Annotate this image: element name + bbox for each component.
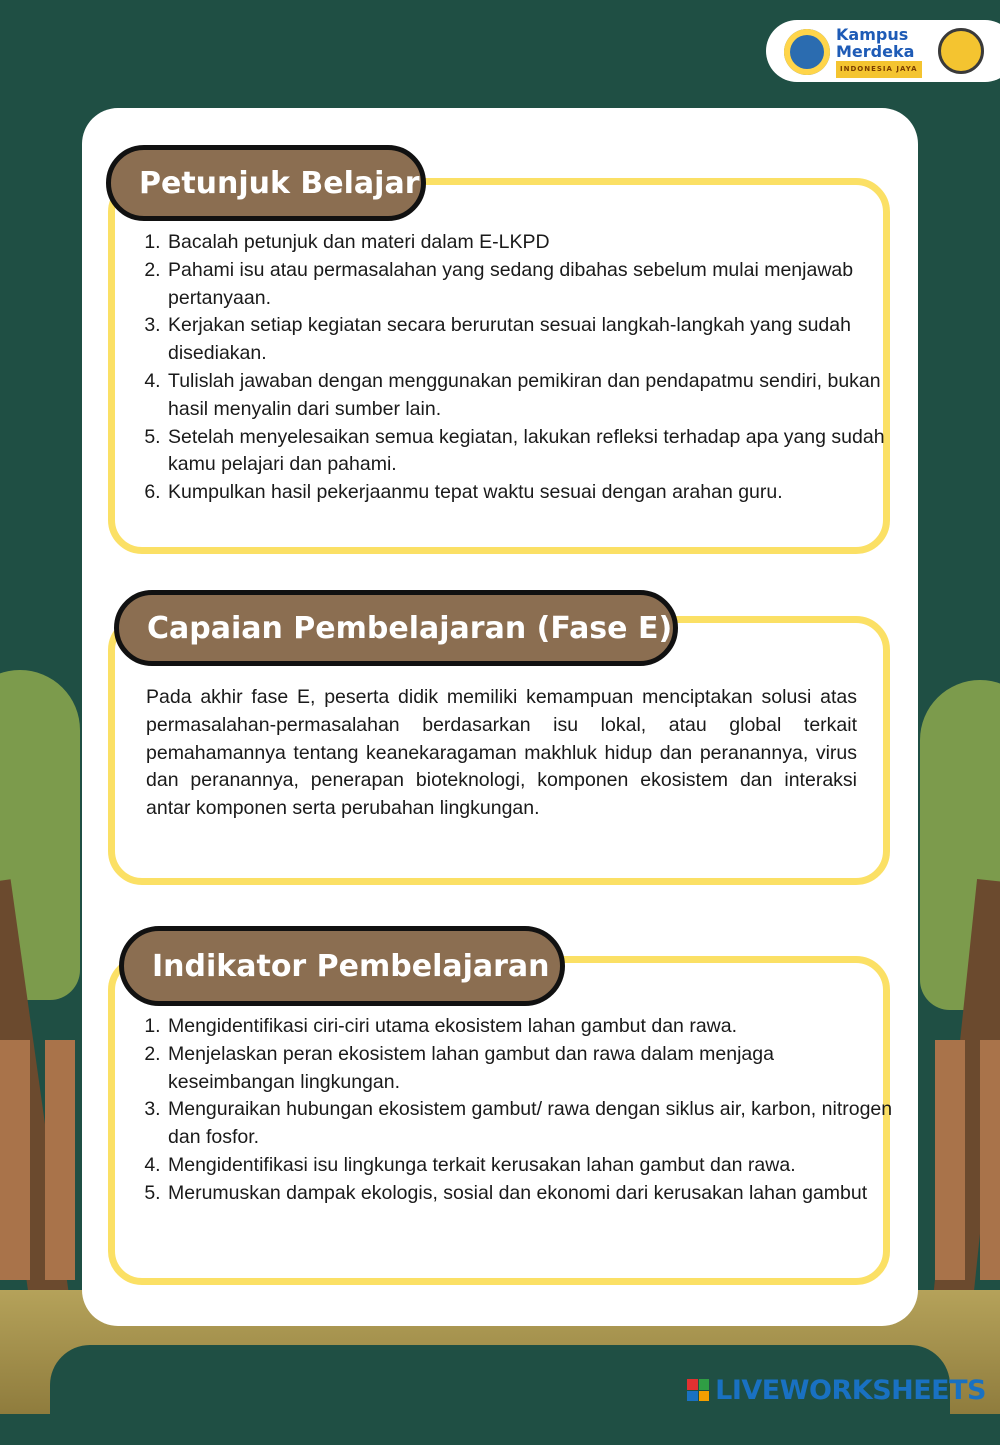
logo-line-2: Merdeka [836, 42, 915, 61]
list-item: 4. Tulislah jawaban dengan menggunakan pemikiran dan pendapatmu sendiri, bukan hasil menyalin dari sumber lain. [166, 368, 896, 424]
list-item: 6. Kumpulkan hasil pekerjaanmu tepat waktu sesuai dengan arahan guru. [166, 479, 896, 507]
liveworksheets-watermark[interactable] [687, 1372, 986, 1408]
capaian-title: Capaian Pembelajaran (Fase E) [114, 590, 678, 666]
petunjuk-list [122, 229, 896, 507]
kampus-merdeka-logo [766, 20, 1000, 82]
list-item: 5. Setelah menyelesaikan semua kegiatan, lakukan refleksi terhadap apa yang sudah kamu pelajari dan pahami. [166, 424, 896, 480]
indikator-list [122, 1013, 896, 1208]
watermark-text: LIVEWORKSHEETS [715, 1374, 986, 1406]
university-seal-icon [938, 28, 984, 74]
capaian-text: Pada akhir fase E, peserta didik memiliki kemampuan menciptakan solusi atas permasalahan-permasalahan berdasarkan isu lokal, atau global terkait pemahamannya tentang keanekaragaman makhluk hidup dan peranannya, virus dan peranannya, penerapan bioteknologi, komponen ekosistem dan interaksi antar komponen serta perubahan lingkungan. [146, 686, 857, 820]
petunjuk-title: Petunjuk Belajar [106, 145, 426, 221]
list-item: 2. Pahami isu atau permasalahan yang sedang dibahas sebelum mulai menjawab pertanyaan. [166, 257, 896, 313]
list-item: 4. Mengidentifikasi isu lingkunga terkait kerusakan lahan gambut dan rawa. [166, 1152, 896, 1180]
logo-text [836, 26, 922, 78]
logo-line-1: Kampus [836, 25, 909, 44]
list-item: 1. Mengidentifikasi ciri-ciri utama ekosistem lahan gambut dan rawa. [166, 1013, 896, 1041]
list-item: 5. Merumuskan dampak ekologis, sosial dan ekonomi dari kerusakan lahan gambut [166, 1180, 896, 1208]
logo-tagline: INDONESIA JAYA [836, 61, 922, 78]
tut-wuri-emblem-icon [784, 29, 830, 75]
list-item: 2. Menjelaskan peran ekosistem lahan gambut dan rawa dalam menjaga keseimbangan lingkungan. [166, 1041, 896, 1097]
liveworksheets-icon [687, 1379, 709, 1401]
indikator-title: Indikator Pembelajaran [119, 926, 565, 1006]
list-item: 3. Kerjakan setiap kegiatan secara berurutan sesuai langkah-langkah yang sudah disediakan. [166, 312, 896, 368]
list-item: 1. Bacalah petunjuk dan materi dalam E-LKPD [166, 229, 896, 257]
background-fence-right [920, 1040, 1000, 1280]
content-card [82, 108, 918, 1326]
background-fence-left [0, 1040, 80, 1280]
list-item: 3. Menguraikan hubungan ekosistem gambut/ rawa dengan siklus air, karbon, nitrogen dan fosfor. [166, 1096, 896, 1152]
